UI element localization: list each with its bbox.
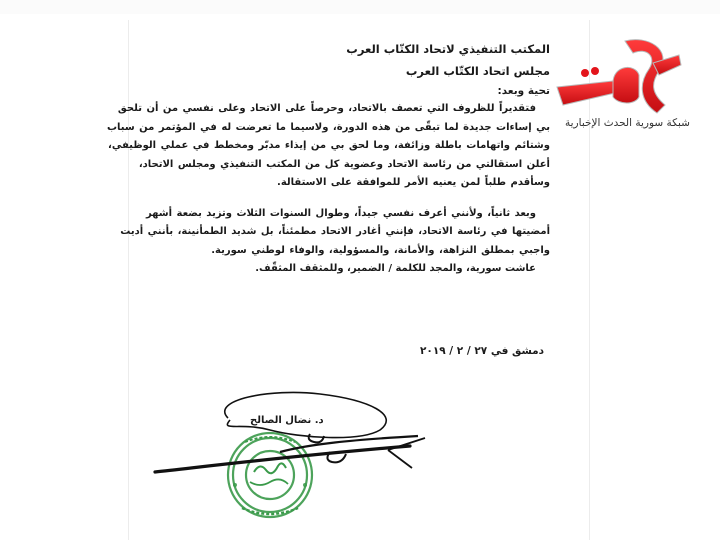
alhadath-logo-icon [555, 35, 685, 125]
letter-date: دمشق في ٢٧ / ٢ / ٢٠١٩ [420, 345, 545, 357]
news-logo [555, 35, 685, 125]
signature-and-stamp-icon [150, 390, 430, 540]
paragraph-line: بي إساءات جديدة لما تبقّى من هذه الدورة، ولاسيما ما تعرضت له في المؤتمر من سباب [106, 121, 550, 133]
closing-line: عاشت سورية، والمجد للكلمة / الضمير، وللمثقف المثقّف. [255, 263, 536, 274]
paragraph-1 [106, 100, 550, 193]
paragraph-line: وشتائم واتهامات باطلة وزائفة، وما لحق بي من إيذاء مدبّر ومخطط في عملي الوظيفي، [108, 140, 550, 151]
paragraph-line: أمضيتها في رئاسة الاتحاد، فإنني أغادر الاتحاد مطمئناً، بل شديد الطمأنينة، بأنني أديت [120, 226, 550, 237]
signatory-name: د. نضال الصالح [250, 415, 324, 426]
paragraph-gap [155, 193, 550, 205]
resignation-letter [106, 38, 550, 279]
paragraph-2 [120, 205, 550, 261]
paragraph-line: فتقديراً للظروف التي تعصف بالاتحاد، وحرصاً على الاتحاد وعلى نفسي من أن تلحق [117, 103, 536, 114]
greeting: تحية وبعد: [497, 85, 550, 97]
paragraph-line: وبعد ثانياً، ولأنني أعرف نفسي جيداً، وطوال السنوات الثلاث وتزيد بضعة أشهر [145, 207, 536, 219]
paragraph-line: واجبي بمطلق النزاهة، والأمانة، والمسؤولية، والوفاء لوطني سورية. [211, 244, 550, 256]
recipient-line-1: المكتب التنفيذي لاتحاد الكتّاب العرب [346, 42, 550, 56]
paragraph-line: وسأقدم طلباً لمن يعنيه الأمر للموافقة على الاستقالة. [277, 177, 550, 188]
signature-block [150, 390, 430, 540]
recipient-line-2: مجلس اتحاد الكتّاب العرب [405, 64, 550, 78]
top-strip [0, 0, 720, 14]
paragraph-line: أعلن استقالتي من رئاسة الاتحاد وعضوية كل من المكتب التنفيذي ومجلس الاتحاد، [138, 158, 550, 170]
logo-caption: شبكة سورية الحدث الإخبارية [565, 117, 690, 129]
